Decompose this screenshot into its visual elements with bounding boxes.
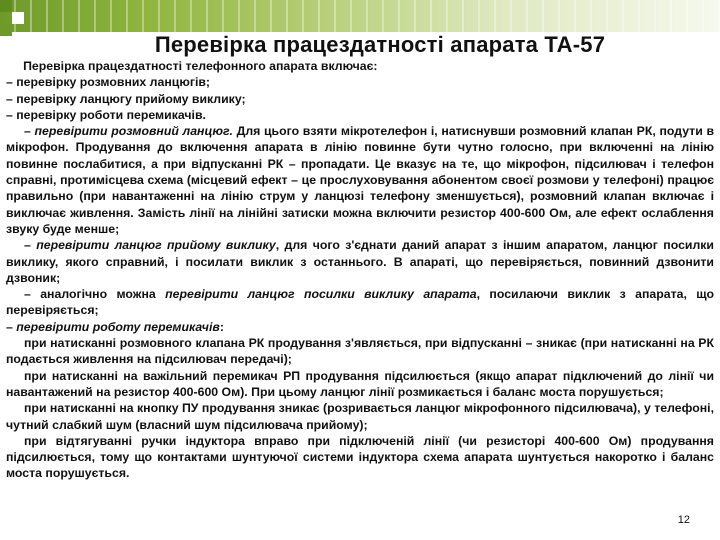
paragraph-pu-button: при натисканні на кнопку ПУ продування зникає (розривається ланцюг мікрофонного підсилювача), у телефоні, чутний слабкий шум (власний шум підсилювача прийому);: [6, 401, 714, 432]
corner-square: [12, 12, 24, 24]
page-number: 12: [677, 514, 690, 526]
paragraph-inductor: при відтягуванні ручки індуктора вправо при підключеній лінії (чи резисторі 400-600 Ом) продування підсилюється, тому що контактами шунтуючої системи індуктора схема апарата шунтується накоротко і баланс моста порушується.: [6, 433, 714, 481]
list-item: – перевірку розмовних ланцюгів;: [6, 75, 211, 90]
slide-body: [6, 58, 714, 482]
corner-square: [0, 0, 12, 12]
paragraph-rk-valve: при натисканні розмовного клапана РК продування з'являється, при відпусканні – зникає (при натисканні на РК подається живлення на підсилювач передачі);: [6, 336, 714, 367]
paragraph-call-receive: – перевірити ланцюг прийому виклику, для чого з'єднати даний апарат з іншим апаратом, ланцюг посилки виклику, якого справний, і посилати виклик з останнього. В апараті, що перевіряється, повинний дзвонити дзвоник;: [6, 238, 714, 285]
intro-line: Перевірка працездатності телефонного апарата включає:: [23, 59, 378, 73]
paragraph-rp-switch: при натисканні на важільний перемикач РП продування підсилюється (якщо апарат підключений до лінії чи навантажений на резистор 400-600 Ом). При цьому ланцюг лінії розмикається і баланс моста порушується;: [6, 368, 714, 399]
slide-title: Перевірка працездатності апарата ТА-57: [154, 32, 606, 57]
paragraph-speech-circuit: – перевірити розмовний ланцюг. Для цього взяти мікротелефон і, натиснувши розмовний клапан РК, подути в мікрофон. Продування до включення апарата в лінію повинне бути чутно голосно, при включенні на лінію повинне послабитися, а при відпусканні РК – пропадати. Це вказує на те, що мікрофон, підсилювач і телефон справні, протимісцева схема (місцевий ефект – це прослуховування абонентом своєї розмови у телефоні) працює правильно (при навантаженні на лінію струм у ланцюзі телефону зменшується), розмовний клапан включає і виключає живлення. Замість лінії на лінійні затиски можна включити резистор 400-600 Ом, але ефект ослаблення звуку буде менше;: [6, 124, 715, 236]
list-item: – перевірку ланцюгу прийому виклику;: [6, 91, 246, 106]
header-decoration-band: [0, 0, 720, 32]
list-item: – перевірку роботи перемикачів.: [6, 107, 206, 122]
paragraph-switches: – перевірити роботу перемикачів:: [6, 319, 224, 334]
paragraph-call-send: – аналогічно можна перевірити ланцюг посилки виклику апарата, посилаючи виклик з апарата, що перевіряється;: [6, 287, 715, 318]
